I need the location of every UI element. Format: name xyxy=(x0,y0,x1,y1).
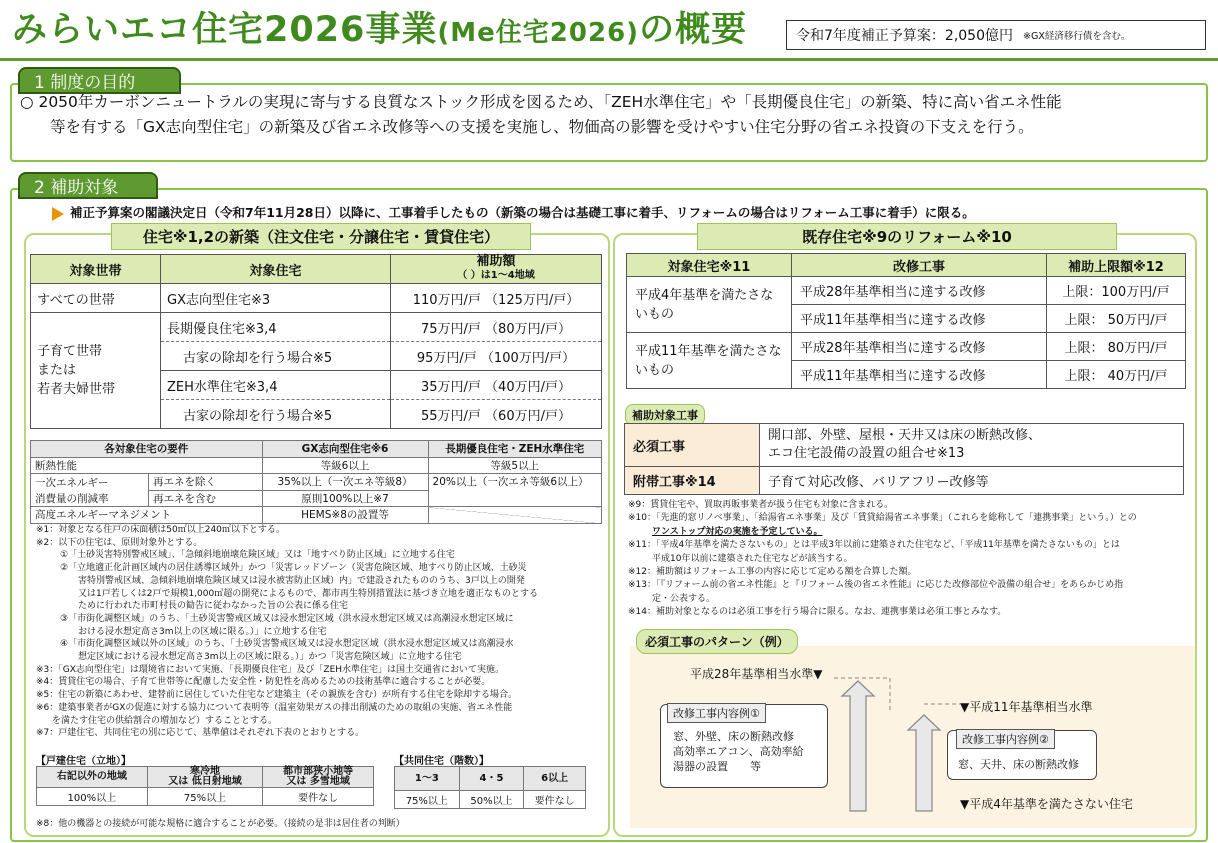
title-rule xyxy=(0,58,1218,61)
table-row xyxy=(627,333,1186,361)
note-line: おける浸水想定高さ3m以上の区域に限る。）」に立地する住宅 xyxy=(78,626,327,637)
note-line: ※6：建築事業者がGXの促進に対する協力について表明等（温室効果ガスの排出削減のための取組の実施、省エネ性能 xyxy=(36,702,513,713)
reform-cap: 上限： 80万円/戸 xyxy=(1047,333,1186,361)
pattern-diagram xyxy=(630,646,1195,828)
detached-header: 右記以外の地域 xyxy=(37,767,148,788)
reform-work: 平成28年基準相当に達する改修 xyxy=(792,333,1047,361)
reform-cap: 上限：100万円/戸 xyxy=(1047,277,1186,305)
note-line: 平成10年以前に建築された住宅などが該当する。 xyxy=(652,553,853,564)
case-1-box xyxy=(660,704,828,788)
reform-header-work: 改修工事 xyxy=(792,254,1047,277)
required-desc-line: 開口部、外壁、屋根・天井又は床の断熱改修、 xyxy=(768,428,1042,443)
reform-target: 平成4年基準を満たさないもの xyxy=(627,277,792,333)
budget-note: ※GX経済移行債を含む。 xyxy=(1023,31,1131,42)
budget-box xyxy=(786,20,1206,50)
amount-subheader: （ ）は1～4地域 xyxy=(457,270,535,281)
col-header-amount xyxy=(391,255,602,284)
detached-header xyxy=(147,767,263,788)
req-label: 消費量の削減率 xyxy=(31,490,149,507)
note-line: ※4：賃貸住宅の場合、子育て世帯等に配慮した安全性・防犯性を高めるための技術基準に適合することが必要。 xyxy=(36,677,491,688)
note-line: 定・公表する。 xyxy=(652,593,716,604)
required-desc-line: エコ住宅設備の設置の組合せ※13 xyxy=(768,446,965,461)
case-1-title: 改修工事内容例① xyxy=(667,703,766,723)
table-header-row xyxy=(627,254,1186,277)
reform-work: 平成11年基準相当に達する改修 xyxy=(792,361,1047,389)
page-title xyxy=(12,2,747,52)
house-cell: GX志向型住宅※3 xyxy=(161,284,391,313)
note-line: ※11：「平成4年基準を満たさないもの」とは平成3年以前に建築された住宅など、「平成11年基準を満たさないもの」とは xyxy=(628,540,1120,551)
section-tab-target: 2 補助対象 xyxy=(18,172,158,199)
amount-cell: 110万円/戸 （125万円/戸） xyxy=(391,284,602,313)
amount-cell: 55万円/戸 （60万円/戸） xyxy=(391,400,602,429)
right-notes xyxy=(628,499,1198,620)
family-line-1: 子育て世帯 xyxy=(37,344,103,359)
reform-work: 平成11年基準相当に達する改修 xyxy=(792,305,1047,333)
triangle-arrow-icon xyxy=(52,207,64,221)
note-line: ※8：他の機器との接続が可能な規格に適合することが必要。（接続の是非は居住者の判断） xyxy=(36,819,405,829)
amount-cell: 35万円/戸 （40万円/戸） xyxy=(391,371,602,400)
table-header-row xyxy=(31,255,602,284)
title-main: みらいエコ住宅2026事業 xyxy=(12,10,438,50)
reform-banner: 既存住宅※9のリフォーム※10 xyxy=(697,223,1117,250)
collective-table xyxy=(394,766,586,809)
table-header-row xyxy=(37,767,374,788)
note-line: ために行われた市町村長の勧告に従わなかった旨の公表に係る住宅 xyxy=(78,601,349,612)
section-tab-purpose: 1 制度の目的 xyxy=(18,67,181,94)
req-label: 一次エネルギー xyxy=(31,474,149,491)
gx-value: 原則100%以上※7 xyxy=(262,490,428,507)
collective-value: 要件なし xyxy=(524,791,586,809)
purpose-line-1: ○ 2050年カーボンニュートラルの実現に寄与する良質なストック形成を図るため、「ZEH水準住宅」や「長期優良住宅」の新築、特に高い省エネ性能 xyxy=(20,93,1062,111)
table-row xyxy=(31,284,602,313)
note-line: ※10：「先進的窓リノベ事業」、「給湯省エネ事業」及び「賃貸給湯省エネ事業」（これらを総称して「連携事業」という。）との xyxy=(628,513,1137,524)
house-cell: 長期優良住宅※3,4 xyxy=(161,313,391,342)
reform-cap: 上限： 50万円/戸 xyxy=(1047,305,1186,333)
required-works-label: 必須工事 xyxy=(625,424,760,467)
requirements-table xyxy=(30,440,602,524)
table-row xyxy=(625,424,1184,467)
works-label: 補助対象工事 xyxy=(625,404,705,426)
gx-value: 35%以上（一次エネ等級8） xyxy=(262,474,428,491)
family-line-3: 若者夫婦世帯 xyxy=(37,382,116,397)
collective-value: 50%以上 xyxy=(459,791,524,809)
note-line: ※14：補助対象となるのは必須工事を行う場合に限る。なお、連携事業は必須工事とみなす。 xyxy=(628,607,1007,618)
reform-target: 平成11年基準を満たさないもの xyxy=(627,333,792,389)
detached-table xyxy=(36,766,374,806)
note-line: ※5：住宅の新築にあわせ、建替前に居住していた住宅など建築主（その親族を含む）が所有する住宅を除却する場合。 xyxy=(36,690,518,701)
note-line: ※9：賃貸住宅や、買取再販事業者が扱う住宅も対象に含まれる。 xyxy=(628,500,894,510)
collective-header: 4・5 xyxy=(459,767,524,791)
detached-header xyxy=(263,767,374,788)
level-h28: 平成28年基準相当水準▼ xyxy=(690,667,823,681)
title-paren: (Me住宅2026) xyxy=(437,18,640,48)
table-row xyxy=(31,507,602,524)
detached-header-line: 又は 低日射地域 xyxy=(168,776,242,787)
detached-value: 75%以上 xyxy=(147,788,263,806)
req-label: 高度エネルギーマネジメント xyxy=(31,507,263,524)
note-line: ※7：戸建住宅、共同住宅の別に応じて、基準値はそれぞれ下表のとおりとする。 xyxy=(36,728,365,739)
detached-header-line: 又は 多雪地域 xyxy=(286,776,350,787)
detached-header-line: 都市部狭小地等 xyxy=(283,766,354,777)
reform-header-target: 対象住宅※11 xyxy=(627,254,792,277)
table-row xyxy=(625,467,1184,495)
req-sub-label: 再エネを除く xyxy=(149,474,263,491)
table-row xyxy=(31,313,602,342)
note-line: 又は1戸若しくは2戸で規模1,000㎡超の開発によるもので、都市再生特別措置法に基づき立地を適正なものとする xyxy=(78,588,539,599)
purpose-text xyxy=(20,90,1200,140)
condition-text: 補正予算案の閣議決定日（令和7年11月28日）以降に、工事着手したもの（新築の場合は基礎工事に着手、リフォームの場合はリフォーム工事に着手）に限る。 xyxy=(70,205,975,220)
optional-works-desc: 子育て対応改修、バリアフリー改修等 xyxy=(760,467,1184,495)
collective-title: 【共同住宅（階数）】 xyxy=(394,756,489,767)
house-cell: ZEH水準住宅※3,4 xyxy=(161,371,391,400)
purpose-line-2: 等を有する「GX志向型住宅」の新築及び省エネ改修等への支援を実施し、物価高の影響を受けやすい住宅分野の省エネ投資の下支えを行う。 xyxy=(50,118,1034,136)
case-1-line: 高効率エアコン、高効率給 xyxy=(673,745,804,758)
note-line: ※1：対象となる住戸の床面積は50㎡以上240㎡以下とする。 xyxy=(36,525,285,535)
reform-header-cap: 補助上限額※12 xyxy=(1047,254,1186,277)
level-h11: ▼平成11年基準相当水準 xyxy=(960,700,1093,714)
detached-header-line: 寒冷地 xyxy=(189,766,220,777)
note-line: ワンストップ対応の実施を予定している。 xyxy=(652,526,823,537)
zeh-value: 等級5以上 xyxy=(428,457,601,474)
note-line: ※3：「GX志向型住宅」は環境省において実施、「長期優良住宅」及び「ZEH水準住宅」は国土交通省において実施。 xyxy=(36,664,505,675)
gx-value: 等級6以上 xyxy=(262,457,428,474)
req-label: 断熱性能 xyxy=(31,457,263,474)
note-line: ※2：以下の住宅は、原則対象外とする。 xyxy=(36,537,203,548)
case-2-text: 窓、天井、床の断熱改修 xyxy=(958,758,1079,771)
table-row xyxy=(31,457,602,474)
family-line-2: または xyxy=(37,363,77,378)
table-row xyxy=(395,791,586,809)
note-line: ※12：補助額はリフォーム工事の内容に応じて定める額を合算した額。 xyxy=(628,567,917,578)
reform-table xyxy=(626,253,1186,389)
works-table xyxy=(624,423,1184,495)
note-line: ①「土砂災害特別警戒区域」、「急傾斜地崩壊危険区域」又は「地すべり防止区域」に立地する住宅 xyxy=(60,550,455,561)
new-build-table xyxy=(30,254,602,429)
up-arrow-1 xyxy=(842,681,874,811)
note-line: を満たす住宅の供給割合の増加など）することとする。 xyxy=(52,715,278,726)
required-works-desc xyxy=(760,424,1184,467)
note-line: 想定区域における浸水想定高さ3m以上の区域に限る。）」かつ「災害危険区域」に立地する住宅 xyxy=(78,652,462,663)
col-header-household: 対象世帯 xyxy=(31,255,161,284)
note-line: ※13：「『リフォーム前の省エネ性能』と『リフォーム後の省エネ性能』に応じた改修部位や設備の組合せ」をあらかじめ指 xyxy=(628,580,1124,591)
title-tail: の概要 xyxy=(639,10,748,50)
pattern-label: 必須工事のパターン（例） xyxy=(636,629,798,654)
household-family xyxy=(31,313,161,429)
note-line: ②「立地適正化計画区域内の居住誘導区域外」かつ「災害レッドゾーン（災害危険区域、地すべり防止区域、土砂災 xyxy=(60,563,527,574)
case-2-box xyxy=(947,730,1097,780)
detached-title: 【戸建住宅（立地）】 xyxy=(36,756,131,767)
case-1-line: 窓、外壁、床の断熱改修 xyxy=(673,730,794,743)
reform-cap: 上限： 40万円/戸 xyxy=(1047,361,1186,389)
amount-header: 補助額 xyxy=(476,254,516,269)
req-header: 各対象住宅の要件 xyxy=(31,441,263,458)
optional-works-label: 附帯工事※14 xyxy=(625,467,760,495)
note-line: ④「市街化調整区域以外の区域」のうち、「土砂災害警戒区域又は浸水想定区域（洪水浸水想定区域又は高潮浸水 xyxy=(60,639,514,650)
new-build-banner: 住宅※1,2の新築（注文住宅・分譲住宅・賃貸住宅） xyxy=(111,223,531,250)
zeh-value: 20%以上（一次エネ等級6以上） xyxy=(428,474,601,507)
table-header-row xyxy=(31,441,602,458)
collective-header: 6以上 xyxy=(524,767,586,791)
req-sub-label: 再エネを含む xyxy=(149,490,263,507)
note-line: 害特別警戒区域、急傾斜地崩壊危険区域又は浸水被害防止区域）内」で建設されたもののうち、3戸以上の開発 xyxy=(78,575,525,586)
detached-value: 100%以上 xyxy=(37,788,148,806)
case-2-title: 改修工事内容例② xyxy=(956,729,1055,749)
house-cell: 古家の除却を行う場合※5 xyxy=(161,400,391,429)
col-header-house: 対象住宅 xyxy=(161,255,391,284)
case-1-line: 湯器の設置 等 xyxy=(673,760,761,773)
collective-header: 1～3 xyxy=(395,767,460,791)
case-1-text xyxy=(673,729,804,774)
table-row xyxy=(31,474,602,491)
note-line: ③「市街化調整区域」のうち、「土砂災害警戒区域又は浸水想定区域（洪水浸水想定区域又は高潮浸水想定区域に xyxy=(60,613,514,624)
amount-cell: 95万円/戸 （100万円/戸） xyxy=(391,342,602,371)
gx-value: HEMS※8の設置等 xyxy=(262,507,428,524)
condition-line xyxy=(52,203,975,221)
collective-value: 75%以上 xyxy=(395,791,460,809)
detached-value: 要件なし xyxy=(263,788,374,806)
level-h4: ▼平成4年基準を満たさない住宅 xyxy=(960,797,1133,811)
table-header-row xyxy=(395,767,586,791)
zeh-header: 長期優良住宅・ZEH水準住宅 xyxy=(428,441,601,458)
reform-work: 平成28年基準相当に達する改修 xyxy=(792,277,1047,305)
left-notes xyxy=(36,524,606,740)
amount-cell: 75万円/戸 （80万円/戸） xyxy=(391,313,602,342)
table-row xyxy=(37,788,374,806)
budget-text: 令和7年度補正予算案：2,050億円 xyxy=(796,28,1013,44)
table-row xyxy=(627,277,1186,305)
household-all: すべての世帯 xyxy=(31,284,161,313)
gx-header: GX志向型住宅※6 xyxy=(262,441,428,458)
zeh-empty-cell xyxy=(428,507,601,524)
up-arrow-2 xyxy=(908,715,940,811)
house-cell: 古家の除却を行う場合※5 xyxy=(161,342,391,371)
